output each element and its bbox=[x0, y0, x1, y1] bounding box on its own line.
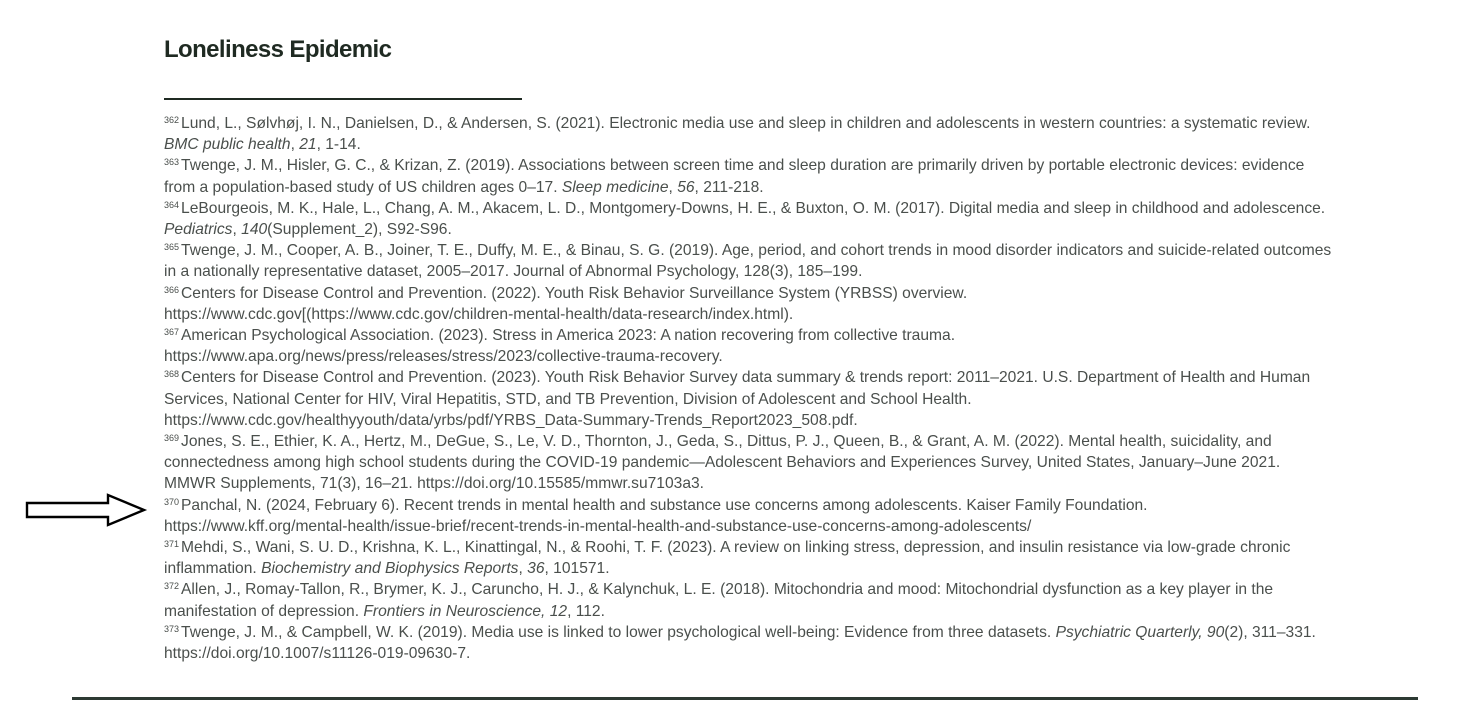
reference-367: $^{367}$ American Psychological Association. (2023). Stress in America 2023: A nation recovering from collective trauma. https://www.apa.org/news/press/releases/stress/2023/collective-trauma-recovery. bbox=[164, 327, 956, 366]
reference-number: 364 bbox=[164, 199, 180, 210]
reference-url: https://www.cdc.gov/healthyyouth/data/yrbs/pdf/YRBS_Data-Summary-Trends_Report2023_508.pdf. bbox=[164, 411, 858, 429]
footnote-separator bbox=[164, 98, 522, 100]
page-bottom-rule bbox=[72, 697, 1418, 700]
reference-370: $^{370}$ Panchal, N. (2024, February 6). Recent trends in mental health and substance use concerns among adolescents. Kaiser Family Foundation. https://www.kff.org/mental-health/issue-brief/recent-trends-in-mental-health-and-substance-use-concerns-among-adolescents/ bbox=[164, 496, 1148, 535]
reference-list bbox=[164, 113, 1334, 664]
reference-372: $^{372}$ Allen, J., Romay-Tallon, R., Brymer, K. J., Caruncho, H. J., & Kalynchuk, L. E. (2018). Mitochondria and mood: Mitochondrial dysfunction as a key player in the manifestation of depression. Frontiers in Neuroscience, 12, 112. bbox=[164, 581, 1274, 620]
reference-url: https://www.apa.org/news/press/releases/stress/2023/collective-trauma-recovery. bbox=[164, 348, 723, 366]
reference-365: $^{365}$ Twenge, J. M., Cooper, A. B., Joiner, T. E., Duffy, M. E., & Binau, S. G. (2019). Age, period, and cohort trends in mood disorder indicators and suicide-related outcomes in a nationally representative dataset, 2005–2017. Journal of Abnormal Psychology, 128(3), 185–199. bbox=[164, 242, 1332, 281]
page-title: Loneliness Epidemic bbox=[164, 36, 392, 63]
reference-url: https://www.kff.org/mental-health/issue-brief/recent-trends-in-mental-health-and-substance-use-concerns-among-adolescents/ bbox=[164, 517, 1032, 535]
reference-371: $^{371}$ Mehdi, S., Wani, S. U. D., Krishna, K. L., Kinattingal, N., & Roohi, T. F. (2023). A review on linking stress, depression, and insulin resistance via low-grade chronic inflammation. Biochemistry and Biophysics Reports, 36, 101571. bbox=[164, 539, 1291, 578]
reference-number: 365 bbox=[164, 242, 180, 253]
reference-number: 371 bbox=[164, 539, 180, 550]
reference-373: $^{373}$ Twenge, J. M., & Campbell, W. K. (2019). Media use is linked to lower psychological well-being: Evidence from three datasets. Psychiatric Quarterly, 90(2), 311–331. https://doi.org/10.1007/s11126-019-09630-7. bbox=[164, 623, 1316, 663]
reference-362: $^{362}$ Lund, L., Sølvhøj, I. N., Danielsen, D., & Andersen, S. (2021). Electronic media use and sleep in children and adolescents in western countries: a systematic review. BMC public health, 21, 1-14. bbox=[164, 115, 1311, 154]
reference-number: 368 bbox=[164, 369, 180, 380]
reference-number: 370 bbox=[164, 496, 180, 507]
reference-number: 362 bbox=[164, 115, 180, 125]
reference-366: $^{366}$ Centers for Disease Control and Prevention. (2022). Youth Risk Behavior Surveillance System (YRBSS) overview. https://www.cdc.gov[(https://www.cdc.gov/children-mental-health/data-research/index.html). bbox=[164, 284, 968, 323]
reference-number: 367 bbox=[164, 327, 180, 338]
reference-368: $^{368}$ Centers for Disease Control and Prevention. (2023). Youth Risk Behavior Survey data summary & trends report: 2011–2021. U.S. Department of Health and Human Services, National Center for HIV, Viral Hepatitis, STD, and TB Prevention, Division of Adolescent and School Health. https://www.cdc.gov/healthyyouth/data/yrbs/pdf/YRBS_Data-Summary-Trends_Report2023_508.pdf. bbox=[164, 369, 1311, 429]
reference-369: $^{369}$ Jones, S. E., Ethier, K. A., Hertz, M., DeGue, S., Le, V. D., Thornton, J., Geda, S., Dittus, P. J., Queen, B., & Grant, A. M. (2022). Mental health, suicidality, and connectedness among high school students during the COVID-19 pandemic—Adolescent Behaviors and Experiences Survey, United States, January–June 2021. MMWR Supplements, 71(3), 16–21. https://doi.org/10.15585/mmwr.su7103a3. bbox=[164, 433, 1281, 493]
right-arrow-icon bbox=[24, 492, 148, 528]
reference-number: 369 bbox=[164, 433, 180, 444]
reference-url: https://www.cdc.gov[(https://www.cdc.gov/children-mental-health/data-research/index.html). bbox=[164, 305, 794, 323]
reference-363: $^{363}$ Twenge, J. M., Hisler, G. C., & Krizan, Z. (2019). Associations between screen time and sleep duration are primarily driven by portable electronic devices: evidence from a population-based study of US children ages 0–17. Sleep medicine, 56, 211-218. bbox=[164, 157, 1305, 196]
reference-number: 373 bbox=[164, 623, 180, 634]
reference-364: $^{364}$ LeBourgeois, M. K., Hale, L., Chang, A. M., Akacem, L. D., Montgomery-Downs, H. E., & Buxton, O. M. (2017). Digital media and sleep in childhood and adolescence. Pediatrics, 140(Supplement_2), S92-S96. bbox=[164, 199, 1326, 239]
reference-number: 372 bbox=[164, 581, 180, 592]
reference-number: 363 bbox=[164, 157, 180, 168]
reference-number: 366 bbox=[164, 284, 180, 295]
